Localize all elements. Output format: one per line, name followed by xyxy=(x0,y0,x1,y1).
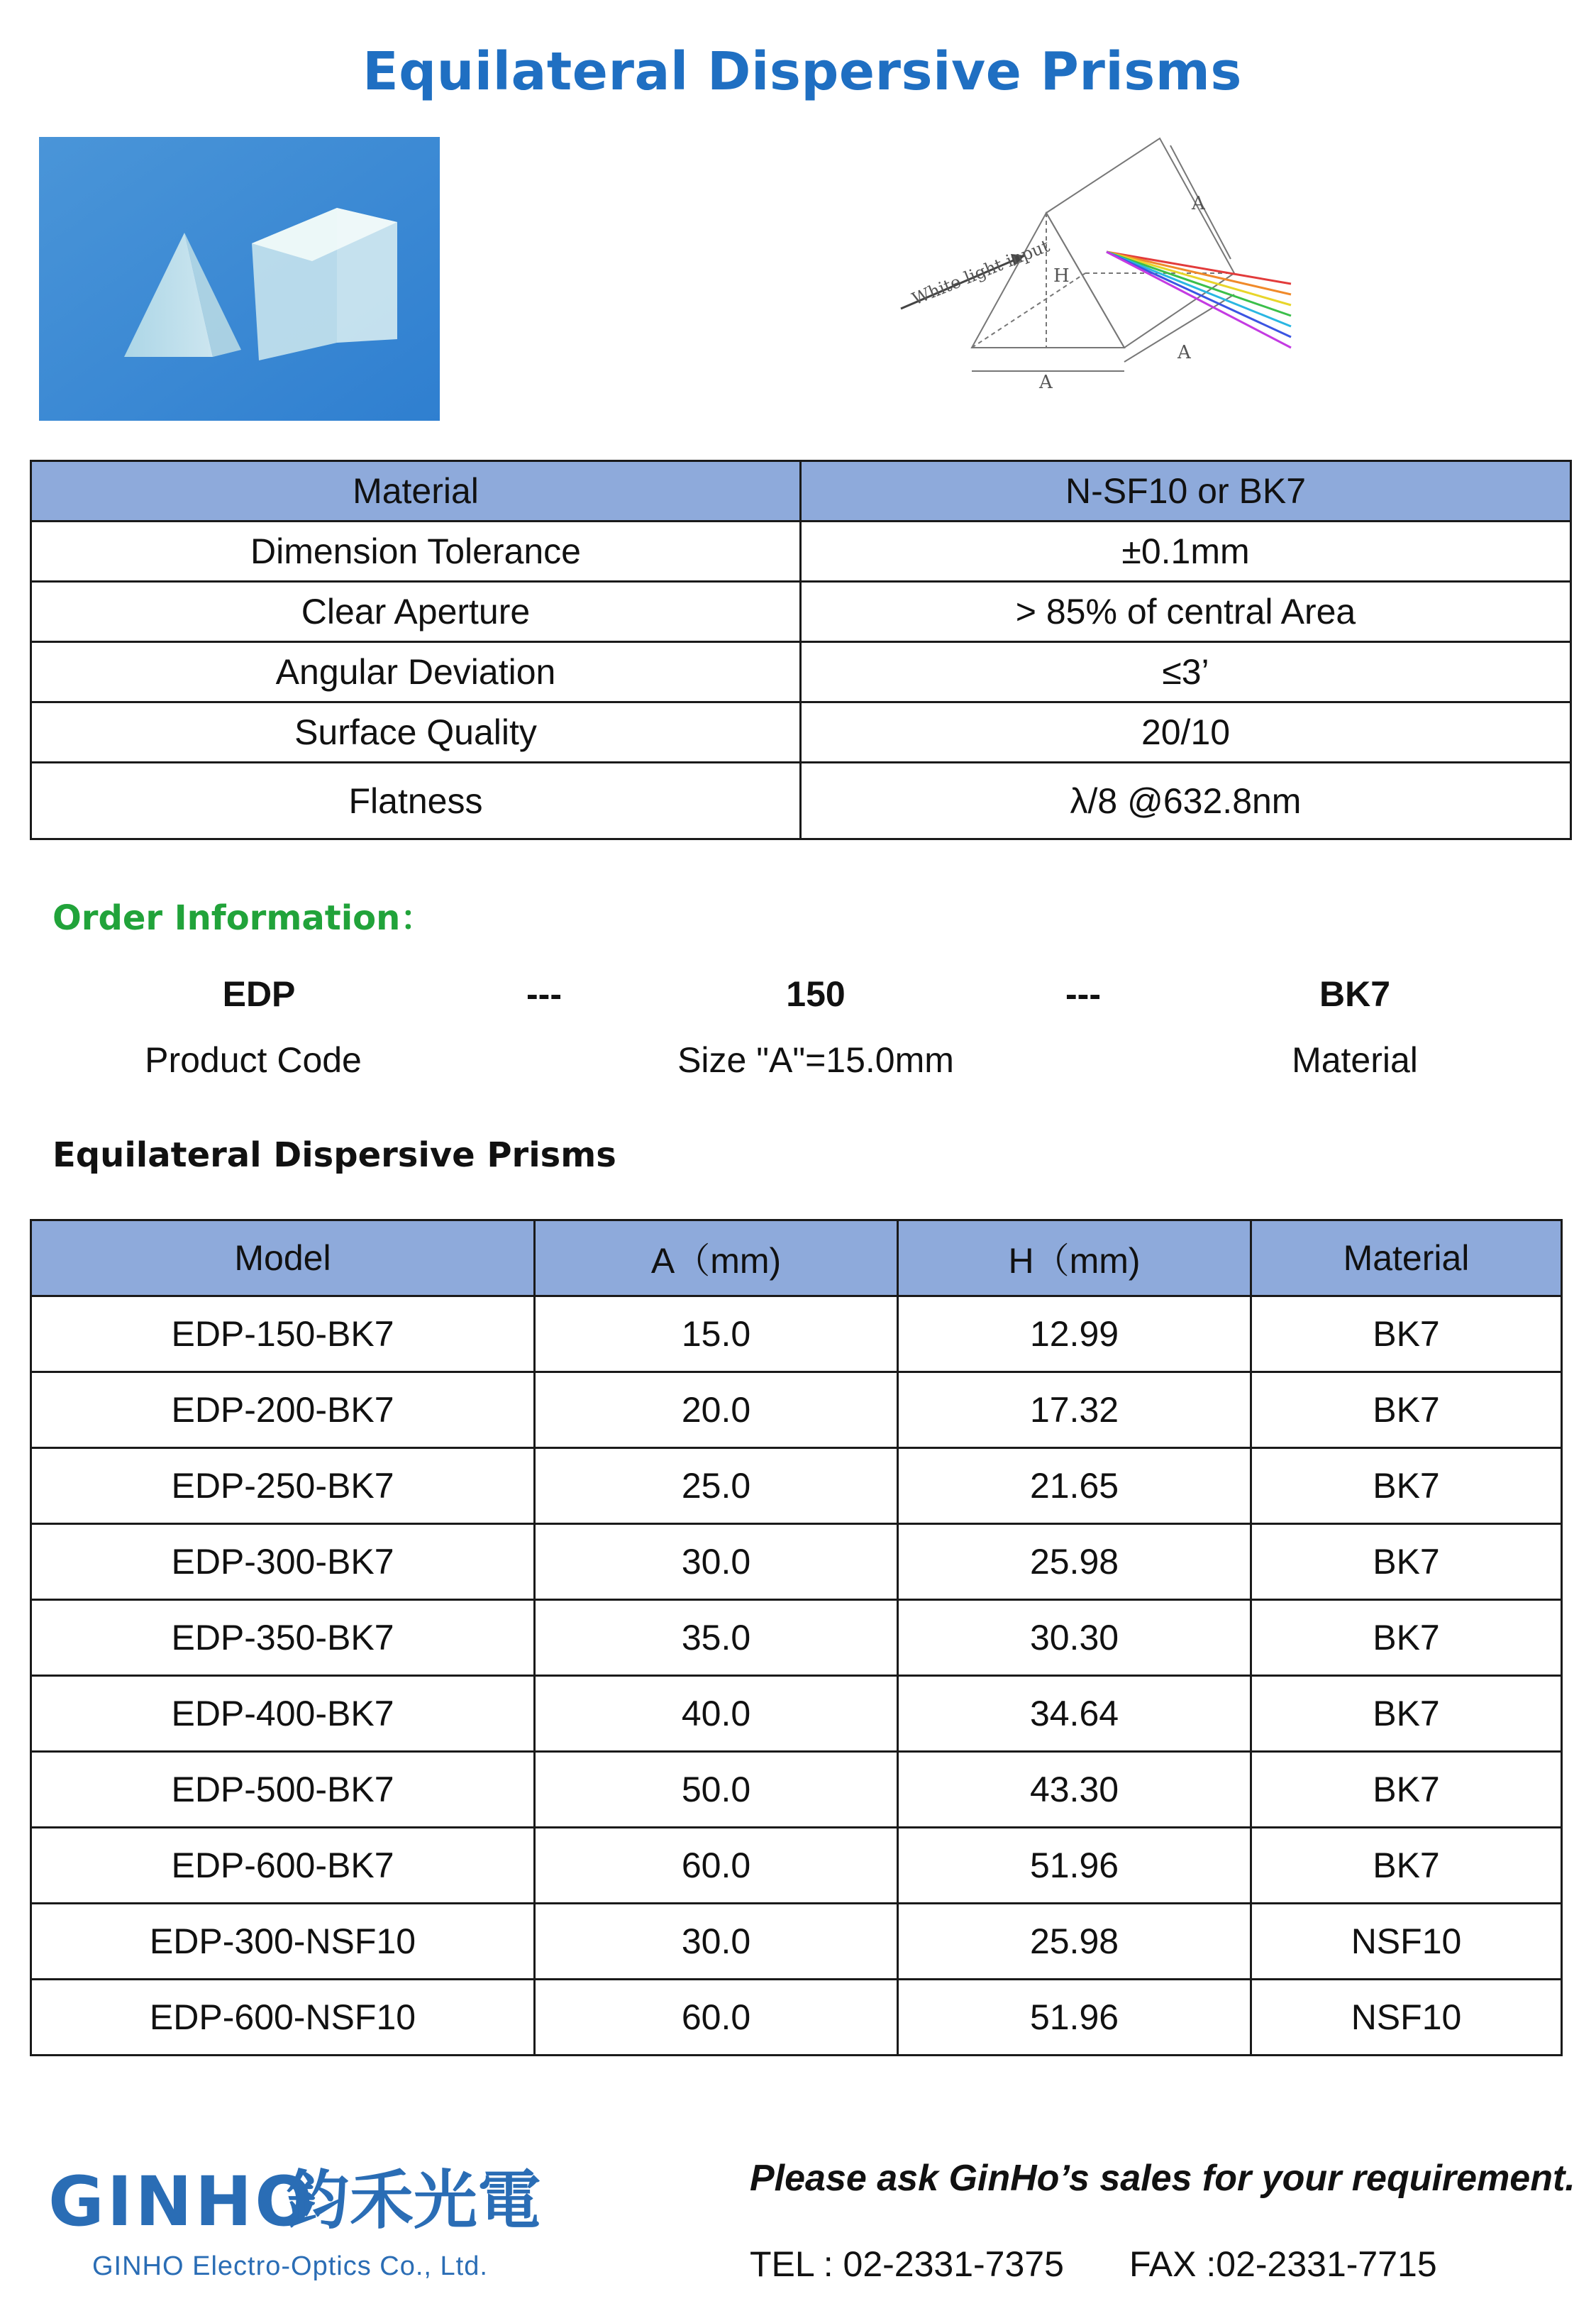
model-cell: EDP-250-BK7 xyxy=(31,1448,535,1524)
order-code-separator: --- xyxy=(526,974,562,1014)
models-heading: Equilateral Dispersive Prisms xyxy=(52,1135,616,1175)
a-cell: 60.0 xyxy=(535,1828,898,1904)
h-cell: 17.32 xyxy=(898,1372,1251,1448)
model-cell: EDP-400-BK7 xyxy=(31,1676,535,1752)
material-cell: BK7 xyxy=(1251,1296,1562,1372)
order-desc-material: Material xyxy=(1292,1040,1418,1080)
order-desc-product: Product Code xyxy=(145,1040,362,1080)
material-cell: BK7 xyxy=(1251,1600,1562,1676)
spec-value: λ/8 @632.8nm xyxy=(801,763,1571,839)
model-table-header xyxy=(31,1220,1562,1296)
spec-label: Dimension Tolerance xyxy=(31,522,801,582)
a-cell: 30.0 xyxy=(535,1524,898,1600)
sales-note: Please ask GinHo’s sales for your requirement. xyxy=(750,2158,1575,2199)
column-header: A（mm) xyxy=(535,1220,898,1296)
spec-label: Clear Aperture xyxy=(31,582,801,642)
diagram-label-a-edge: A xyxy=(1177,342,1191,363)
h-cell: 25.98 xyxy=(898,1524,1251,1600)
h-cell: 30.30 xyxy=(898,1600,1251,1676)
table-row xyxy=(31,1752,1562,1828)
material-cell: BK7 xyxy=(1251,1524,1562,1600)
column-header: Model xyxy=(31,1220,535,1296)
a-cell: 35.0 xyxy=(535,1600,898,1676)
model-cell: EDP-300-NSF10 xyxy=(31,1904,535,1980)
table-row xyxy=(31,1600,1562,1676)
spec-label: Surface Quality xyxy=(31,702,801,763)
logo-chinese-name: 鈞禾光電 xyxy=(286,2166,541,2236)
model-table xyxy=(30,1219,1563,2056)
prism-photo xyxy=(39,137,440,421)
a-cell: 50.0 xyxy=(535,1752,898,1828)
table-row xyxy=(31,1828,1562,1904)
spec-value: > 85% of central Area xyxy=(801,582,1571,642)
material-cell: BK7 xyxy=(1251,1752,1562,1828)
spec-row xyxy=(31,461,1571,522)
a-cell: 15.0 xyxy=(535,1296,898,1372)
order-code-separator: --- xyxy=(1065,974,1101,1014)
a-cell: 60.0 xyxy=(535,1980,898,2056)
model-cell: EDP-600-BK7 xyxy=(31,1828,535,1904)
spec-value: 20/10 xyxy=(801,702,1571,763)
spec-label: Angular Deviation xyxy=(31,642,801,702)
table-row xyxy=(31,1904,1562,1980)
table-row xyxy=(31,1676,1562,1752)
company-logo xyxy=(48,2162,602,2281)
material-cell: BK7 xyxy=(1251,1372,1562,1448)
h-cell: 43.30 xyxy=(898,1752,1251,1828)
diagram-label-h: H xyxy=(1053,265,1070,287)
table-row xyxy=(31,1296,1562,1372)
model-cell: EDP-500-BK7 xyxy=(31,1752,535,1828)
table-row xyxy=(31,1524,1562,1600)
logo-company-name: GINHO Electro-Optics Co., Ltd. xyxy=(92,2251,488,2281)
table-row xyxy=(31,1980,1562,2056)
diagram-label-input: White light input xyxy=(909,236,1053,309)
spec-row xyxy=(31,582,1571,642)
h-cell: 12.99 xyxy=(898,1296,1251,1372)
table-row xyxy=(31,1448,1562,1524)
page-title: Equilateral Dispersive Prisms xyxy=(362,41,1242,102)
dispersion-diagram xyxy=(880,124,1305,408)
a-cell: 25.0 xyxy=(535,1448,898,1524)
column-header: H（mm) xyxy=(898,1220,1251,1296)
material-cell: NSF10 xyxy=(1251,1980,1562,2056)
order-info-heading: Order Information： xyxy=(52,898,435,938)
order-code-product: EDP xyxy=(222,974,296,1014)
order-code-size: 150 xyxy=(786,974,846,1014)
model-cell: EDP-350-BK7 xyxy=(31,1600,535,1676)
spec-value: N-SF10 or BK7 xyxy=(801,461,1571,522)
spec-row xyxy=(31,522,1571,582)
a-cell: 30.0 xyxy=(535,1904,898,1980)
spec-row xyxy=(31,702,1571,763)
column-header: Material xyxy=(1251,1220,1562,1296)
material-cell: BK7 xyxy=(1251,1676,1562,1752)
order-desc-size: Size "A"=15.0mm xyxy=(677,1040,954,1080)
spec-value: ±0.1mm xyxy=(801,522,1571,582)
order-code-material: BK7 xyxy=(1319,974,1391,1014)
h-cell: 51.96 xyxy=(898,1980,1251,2056)
table-row xyxy=(31,1372,1562,1448)
spec-value: ≤3’ xyxy=(801,642,1571,702)
spec-row xyxy=(31,763,1571,839)
spec-table xyxy=(30,460,1572,840)
diagram-label-a-base: A xyxy=(1039,372,1053,393)
model-cell: EDP-200-BK7 xyxy=(31,1372,535,1448)
h-cell: 21.65 xyxy=(898,1448,1251,1524)
model-cell: EDP-600-NSF10 xyxy=(31,1980,535,2056)
material-cell: BK7 xyxy=(1251,1448,1562,1524)
model-cell: EDP-150-BK7 xyxy=(31,1296,535,1372)
model-cell: EDP-300-BK7 xyxy=(31,1524,535,1600)
spec-label: Flatness xyxy=(31,763,801,839)
diagram-label-a-side: A xyxy=(1192,193,1205,214)
fax: FAX :02-2331-7715 xyxy=(1129,2244,1437,2284)
a-cell: 40.0 xyxy=(535,1676,898,1752)
h-cell: 51.96 xyxy=(898,1828,1251,1904)
spec-row xyxy=(31,642,1571,702)
spec-label: Material xyxy=(31,461,801,522)
material-cell: NSF10 xyxy=(1251,1904,1562,1980)
h-cell: 34.64 xyxy=(898,1676,1251,1752)
logo-wordmark: GINHO xyxy=(48,2162,316,2241)
a-cell: 20.0 xyxy=(535,1372,898,1448)
telephone: TEL : 02-2331-7375 xyxy=(750,2244,1064,2284)
h-cell: 25.98 xyxy=(898,1904,1251,1980)
material-cell: BK7 xyxy=(1251,1828,1562,1904)
